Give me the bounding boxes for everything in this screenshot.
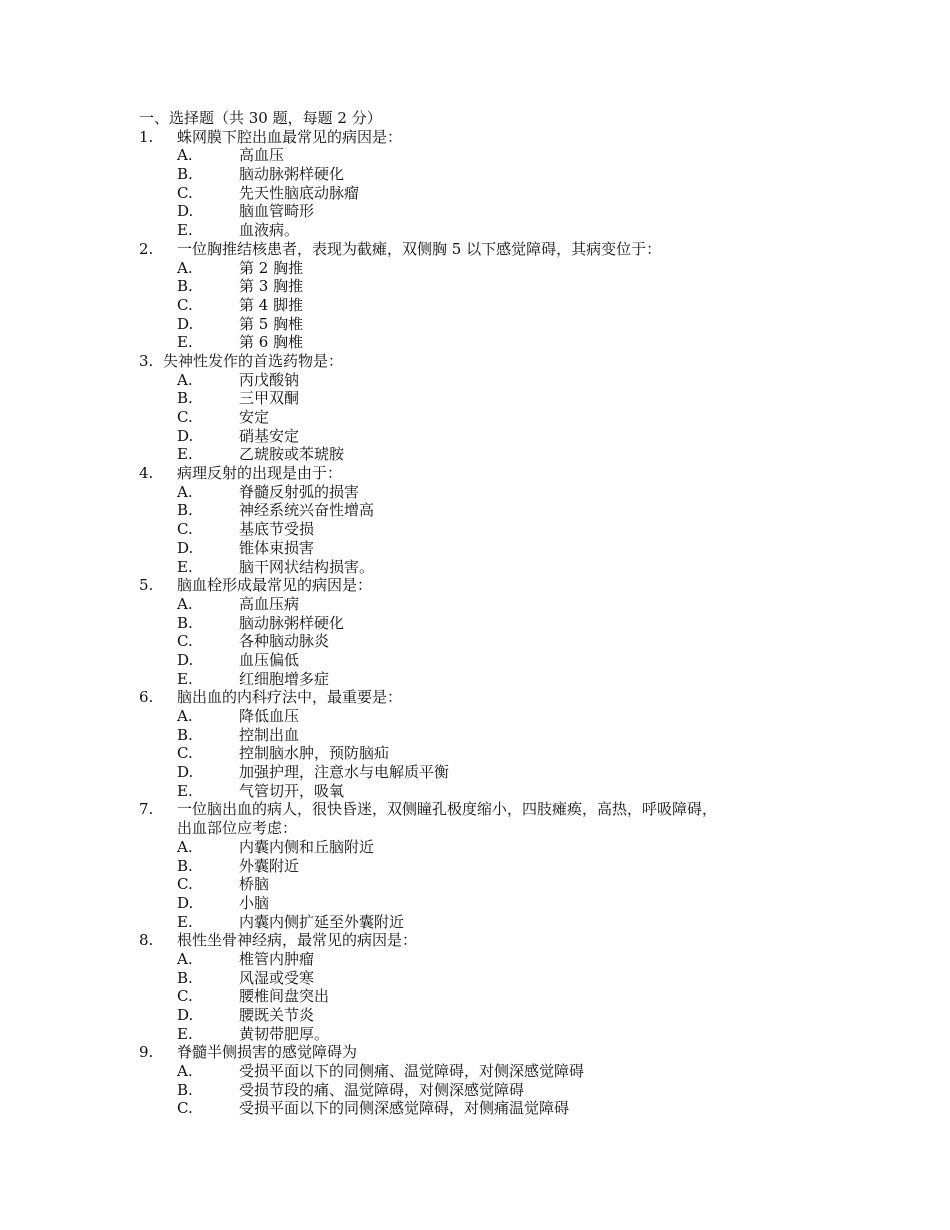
question-text: 根性坐骨神经病，最常见的病因是： xyxy=(177,931,418,950)
option-label: B. xyxy=(177,1080,193,1099)
option xyxy=(139,1062,839,1081)
question-number: 7. xyxy=(139,800,154,819)
option-text: 第 6 胸椎 xyxy=(239,333,304,352)
option xyxy=(139,445,839,464)
option xyxy=(139,744,839,763)
option-label: B. xyxy=(177,277,193,296)
option-text: 安定 xyxy=(239,408,270,426)
option-label: A. xyxy=(177,370,193,389)
option xyxy=(139,632,839,651)
option-label: E. xyxy=(177,912,193,931)
question-1 xyxy=(139,128,839,147)
option xyxy=(139,969,839,988)
option-label: A. xyxy=(177,837,193,856)
option-text: 脑动脉粥样硬化 xyxy=(239,165,345,184)
option-label: E. xyxy=(177,221,193,240)
option-text: 各种脑动脉炎 xyxy=(239,632,330,651)
option xyxy=(139,315,839,334)
option-text: 红细胞增多症 xyxy=(239,669,330,688)
option-label: E. xyxy=(177,557,193,576)
option-label: A. xyxy=(177,258,193,277)
option xyxy=(139,296,839,315)
option xyxy=(139,408,839,427)
option-text: 内囊内侧和丘脑附近 xyxy=(239,837,375,856)
option-text: 第 5 胸椎 xyxy=(239,314,304,333)
option-label: D. xyxy=(177,426,194,445)
option-label: A. xyxy=(177,146,193,165)
option-text: 受损平面以下的同侧痛、温觉障碍，对侧深感觉障碍 xyxy=(239,1062,585,1081)
question-number: 4. xyxy=(139,464,154,483)
option-text: 椎管内肿瘤 xyxy=(239,949,315,968)
option-label: A. xyxy=(177,1062,193,1081)
option-label: B. xyxy=(177,613,193,632)
question-number: 3. xyxy=(139,351,154,370)
option xyxy=(139,763,839,782)
option-label: D. xyxy=(177,893,194,912)
option-label: E. xyxy=(177,1024,193,1043)
option-text: 气管切开，吸氧 xyxy=(239,781,345,800)
option-text: 黄韧带肥厚。 xyxy=(239,1024,330,1043)
option-text: 控制出血 xyxy=(239,725,300,744)
option-text: 控制脑水肿，预防脑疝 xyxy=(239,744,390,763)
option xyxy=(139,202,839,221)
option xyxy=(139,333,839,352)
question-2 xyxy=(139,240,839,259)
option xyxy=(139,1099,839,1118)
option xyxy=(139,1025,839,1044)
option xyxy=(139,389,839,408)
option xyxy=(139,987,839,1006)
option-label: C. xyxy=(177,632,193,651)
option xyxy=(139,707,839,726)
option-label: B. xyxy=(177,968,193,987)
option-text: 基底节受损 xyxy=(239,520,315,539)
option-label: C. xyxy=(177,183,193,202)
option xyxy=(139,875,839,894)
option-text: 脊髓反射弧的损害 xyxy=(239,482,360,501)
option-label: C. xyxy=(177,987,193,1006)
question-text: 脑出血的内科疗法中，最重要是： xyxy=(177,688,403,707)
option-text: 小脑 xyxy=(239,893,270,912)
option xyxy=(139,558,839,577)
option-text: 降低血压 xyxy=(239,707,300,725)
question-text-continued: 出血部位应考虑： xyxy=(177,819,298,838)
option-text: 第 3 胸推 xyxy=(239,277,304,296)
option xyxy=(139,427,839,446)
option-label: B. xyxy=(177,725,193,744)
option-label: E. xyxy=(177,669,193,688)
option-label: D. xyxy=(177,202,194,221)
exam-content xyxy=(139,109,839,1118)
option xyxy=(139,539,839,558)
option-label: C. xyxy=(177,875,193,894)
option-text: 血压偏低 xyxy=(239,650,300,669)
option-label: C. xyxy=(177,1099,193,1118)
question-text: 失神性发作的首选药物是： xyxy=(163,351,344,370)
option-label: E. xyxy=(177,781,193,800)
option-text: 锥体束损害 xyxy=(239,538,315,557)
option xyxy=(139,894,839,913)
option-label: D. xyxy=(177,1006,194,1024)
option-text: 脑干网状结构损害。 xyxy=(239,557,375,576)
option-label: D. xyxy=(177,538,194,557)
option-text: 桥脑 xyxy=(239,875,270,894)
option xyxy=(139,146,839,165)
option-text: 风湿或受寒 xyxy=(239,968,315,987)
option-text: 受损节段的痛、温觉障碍，对侧深感觉障碍 xyxy=(239,1080,525,1099)
question-text: 蛛网膜下腔出血最常见的病因是： xyxy=(177,127,403,146)
option-label: B. xyxy=(177,389,193,408)
option xyxy=(139,501,839,520)
option-text: 血液病。 xyxy=(239,221,300,240)
question-number: 9. xyxy=(139,1043,154,1062)
option-text: 脑血管畸形 xyxy=(239,202,315,221)
option-text: 先天性脑底动脉瘤 xyxy=(239,183,360,202)
question-6 xyxy=(139,688,839,707)
option-label: C. xyxy=(177,408,193,426)
option-label: C. xyxy=(177,295,193,314)
option-label: B. xyxy=(177,856,193,875)
option xyxy=(139,1081,839,1100)
question-text: 一位脑出血的病人，很快昏迷，双侧瞳孔极度缩小，四肢瘫痪，高热，呼吸障碍， xyxy=(177,800,718,819)
question-7 xyxy=(139,800,839,819)
option xyxy=(139,483,839,502)
question-number: 6. xyxy=(139,688,154,707)
question-text: 脊髓半侧损害的感觉障碍为 xyxy=(177,1043,358,1062)
option xyxy=(139,726,839,745)
question-5 xyxy=(139,576,839,595)
option xyxy=(139,913,839,932)
option-text: 脑动脉粥样硬化 xyxy=(239,613,345,632)
option-label: D. xyxy=(177,763,194,782)
option xyxy=(139,259,839,278)
option xyxy=(139,184,839,203)
option-label: C. xyxy=(177,520,193,539)
option-text: 三甲双酮 xyxy=(239,389,300,408)
question-9 xyxy=(139,1043,839,1062)
option-text: 腰椎间盘突出 xyxy=(239,987,330,1006)
option-text: 第 2 胸推 xyxy=(239,258,304,277)
option xyxy=(139,277,839,296)
question-number: 1. xyxy=(139,127,154,146)
option xyxy=(139,651,839,670)
option-text: 神经系统兴奋性增高 xyxy=(239,501,375,520)
option xyxy=(139,165,839,184)
option-label: C. xyxy=(177,744,193,763)
option xyxy=(139,838,839,857)
question-text: 脑血栓形成最常见的病因是： xyxy=(177,576,373,595)
option-label: D. xyxy=(177,650,194,669)
option xyxy=(139,595,839,614)
option-text: 高血压病 xyxy=(239,594,300,613)
option-text: 硝基安定 xyxy=(239,426,300,445)
option-label: A. xyxy=(177,482,193,501)
question-text: 一位胸推结核患者，表现为截瘫，双侧胸 5 以下感觉障碍，其病变位于： xyxy=(177,239,662,258)
option-text: 第 4 脚推 xyxy=(239,295,304,314)
option-label: A. xyxy=(177,594,193,613)
question-3 xyxy=(139,352,839,371)
option-text: 外囊附近 xyxy=(239,856,300,875)
option-text: 丙戊酸钠 xyxy=(239,370,300,389)
option xyxy=(139,950,839,969)
section-title: 一、选择题（共 30 题，每题 2 分） xyxy=(139,109,382,127)
option xyxy=(139,520,839,539)
option xyxy=(139,614,839,633)
question-4 xyxy=(139,464,839,483)
option-label: E. xyxy=(177,333,193,352)
question-number: 2. xyxy=(139,239,154,258)
option-label: B. xyxy=(177,501,193,520)
option-label: E. xyxy=(177,445,193,464)
option-label: A. xyxy=(177,707,193,725)
question-8 xyxy=(139,931,839,950)
option-text: 乙琥胺或苯琥胺 xyxy=(239,445,345,464)
question-number: 8. xyxy=(139,931,154,950)
option-label: A. xyxy=(177,949,193,968)
option-text: 受损平面以下的同侧深感觉障碍，对侧痛温觉障碍 xyxy=(239,1099,570,1118)
option xyxy=(139,782,839,801)
option xyxy=(139,221,839,240)
option xyxy=(139,670,839,689)
question-text: 病理反射的出现是由于： xyxy=(177,464,343,483)
option-label: D. xyxy=(177,314,194,333)
option-text: 加强护理，注意水与电解质平衡 xyxy=(239,763,450,782)
option-text: 高血压 xyxy=(239,146,285,165)
option xyxy=(139,857,839,876)
option xyxy=(139,1006,839,1025)
option xyxy=(139,371,839,390)
option-label: B. xyxy=(177,165,193,184)
question-number: 5. xyxy=(139,576,154,595)
option-text: 内囊内侧扩延至外囊附近 xyxy=(239,912,405,931)
option-text: 腰既关节炎 xyxy=(239,1006,315,1024)
